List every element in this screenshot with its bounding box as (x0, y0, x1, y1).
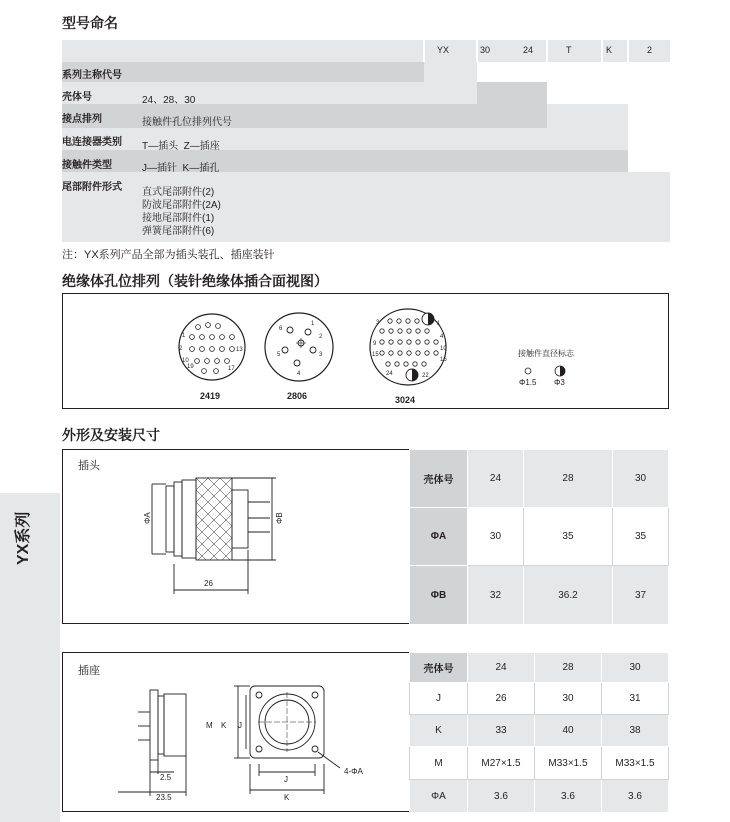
svg-text:13: 13 (236, 347, 243, 353)
naming-note: 注：YX系列产品全部为插头装孔、插座装针 (62, 249, 275, 261)
svg-text:K: K (221, 721, 227, 730)
socket-table-cell: 3.6 (535, 780, 602, 813)
plug-table-cell: 36.2 (523, 566, 612, 625)
naming-row-value: T—插头 Z—插座 (142, 141, 220, 152)
svg-text:1: 1 (437, 321, 441, 327)
svg-text:2: 2 (179, 346, 183, 352)
svg-text:J: J (238, 721, 242, 730)
svg-text:24: 24 (386, 371, 393, 377)
socket-table-cell: ΦA (410, 780, 468, 813)
svg-text:2.5: 2.5 (160, 773, 172, 782)
svg-text:ΦA: ΦA (143, 512, 152, 524)
socket-table-cell: 30 (535, 683, 602, 715)
plug-table-cell: 37 (613, 566, 669, 625)
naming-row-value: 24、28、30 (142, 95, 196, 106)
svg-text:17: 17 (228, 366, 235, 372)
socket-table-cell: M (410, 747, 468, 780)
svg-text:26: 26 (204, 579, 213, 588)
socket-drawing (118, 676, 378, 804)
insert-2806 (265, 313, 333, 381)
naming-code-type: T (566, 45, 572, 55)
socket-table-cell: M27×1.5 (468, 747, 535, 780)
svg-text:J: J (284, 775, 288, 784)
socket-table-cell: 3.6 (468, 780, 535, 813)
socket-table-cell: 31 (602, 683, 669, 715)
socket-table-cell: M33×1.5 (602, 747, 669, 780)
socket-title: 插座 (78, 665, 100, 677)
svg-text:4: 4 (297, 371, 301, 377)
insert-label-3024: 3024 (395, 395, 416, 405)
svg-text:15: 15 (372, 352, 379, 358)
socket-table-cell: M33×1.5 (535, 747, 602, 780)
layout-section-title: 绝缘体孔位排列（装针绝缘体插合面视图） (62, 273, 328, 289)
plug-table-header: 24 (468, 450, 524, 508)
legend-small-label: Φ1.5 (519, 378, 537, 387)
plug-table-cell: 35 (613, 508, 669, 566)
plug-table-header: 壳体号 (410, 450, 468, 508)
socket-table-cell: 38 (602, 715, 669, 747)
legend-title: 接触件直径标志 (518, 349, 574, 358)
svg-text:10: 10 (440, 346, 447, 352)
plug-drawing (140, 470, 310, 600)
insert-label-2806: 2806 (287, 391, 308, 401)
svg-text:23.5: 23.5 (156, 793, 172, 802)
svg-text:4-ΦA: 4-ΦA (344, 767, 363, 776)
socket-table-cell: 33 (468, 715, 535, 747)
svg-text:3: 3 (319, 352, 323, 358)
socket-table-header: 壳体号 (410, 653, 468, 683)
svg-text:9: 9 (373, 341, 377, 347)
socket-table-cell: K (410, 715, 468, 747)
svg-text:22: 22 (422, 373, 429, 379)
naming-code-shell: 30 (480, 45, 491, 55)
socket-table-header: 28 (535, 653, 602, 683)
insert-3024 (370, 309, 447, 385)
svg-text:16: 16 (440, 357, 447, 363)
socket-table-cell: 40 (535, 715, 602, 747)
naming-code-arrangement: 24 (523, 45, 534, 55)
socket-table-cell: 3.6 (602, 780, 669, 813)
tail-option: 接地尾部附件(1) (142, 213, 215, 224)
plug-table-header: 28 (523, 450, 612, 508)
svg-text:1: 1 (311, 321, 315, 327)
naming-row-label: 接触件类型 (62, 160, 112, 171)
socket-table-cell: J (410, 683, 468, 715)
naming-row-label: 尾部附件形式 (62, 182, 122, 193)
legend-small-contact-icon (525, 368, 531, 374)
plug-table-header: 30 (613, 450, 669, 508)
svg-text:5: 5 (277, 352, 281, 358)
naming-row-label: 系列主称代号 (62, 70, 122, 81)
naming-row-value: 接触件孔位排列代号 (142, 117, 232, 128)
svg-text:ΦB: ΦB (275, 512, 284, 524)
plug-title: 插头 (78, 460, 100, 472)
svg-text:1: 1 (182, 333, 186, 339)
insert-2419 (179, 314, 245, 380)
plug-table-cell: 32 (468, 566, 524, 625)
socket-dimension-table (409, 652, 669, 813)
insert-arrangement-diagram (62, 293, 669, 409)
plug-table-cell: 30 (468, 508, 524, 566)
socket-table-cell: 26 (468, 683, 535, 715)
svg-text:K: K (284, 793, 290, 802)
svg-text:3: 3 (376, 320, 380, 326)
svg-text:10: 10 (182, 358, 189, 364)
socket-table-header: 30 (602, 653, 669, 683)
svg-text:4: 4 (440, 334, 444, 340)
tail-option: 弹簧尾部附件(6) (142, 226, 215, 237)
socket-table-header: 24 (468, 653, 535, 683)
dimensions-section-title: 外形及安装尺寸 (62, 427, 160, 443)
naming-row-label: 壳体号 (62, 92, 92, 103)
insert-label-2419: 2419 (200, 391, 221, 401)
svg-text:6: 6 (279, 326, 283, 332)
naming-section-title: 型号命名 (62, 15, 118, 31)
naming-code-tail: 2 (647, 45, 653, 55)
plug-table-cell: ΦA (410, 508, 468, 566)
naming-code-contact: K (606, 45, 613, 55)
tail-option: 直式尾部附件(2) (142, 187, 215, 198)
plug-table-cell: ΦB (410, 566, 468, 625)
naming-code-yx: YX (437, 45, 450, 55)
tail-option: 防波尾部附件(2A) (142, 200, 221, 211)
naming-row-label: 电连接器类别 (62, 137, 122, 148)
plug-dimension-table (409, 449, 669, 625)
series-side-tab-label: YX系列 (15, 511, 32, 565)
svg-text:M: M (206, 721, 213, 730)
plug-table-cell: 35 (523, 508, 612, 566)
svg-text:19: 19 (187, 364, 194, 370)
naming-row-value: J—插针 K—插孔 (142, 163, 220, 174)
legend-large-label: Φ3 (554, 378, 565, 387)
naming-row-label: 接点排列 (62, 114, 102, 125)
svg-text:2: 2 (319, 334, 323, 340)
